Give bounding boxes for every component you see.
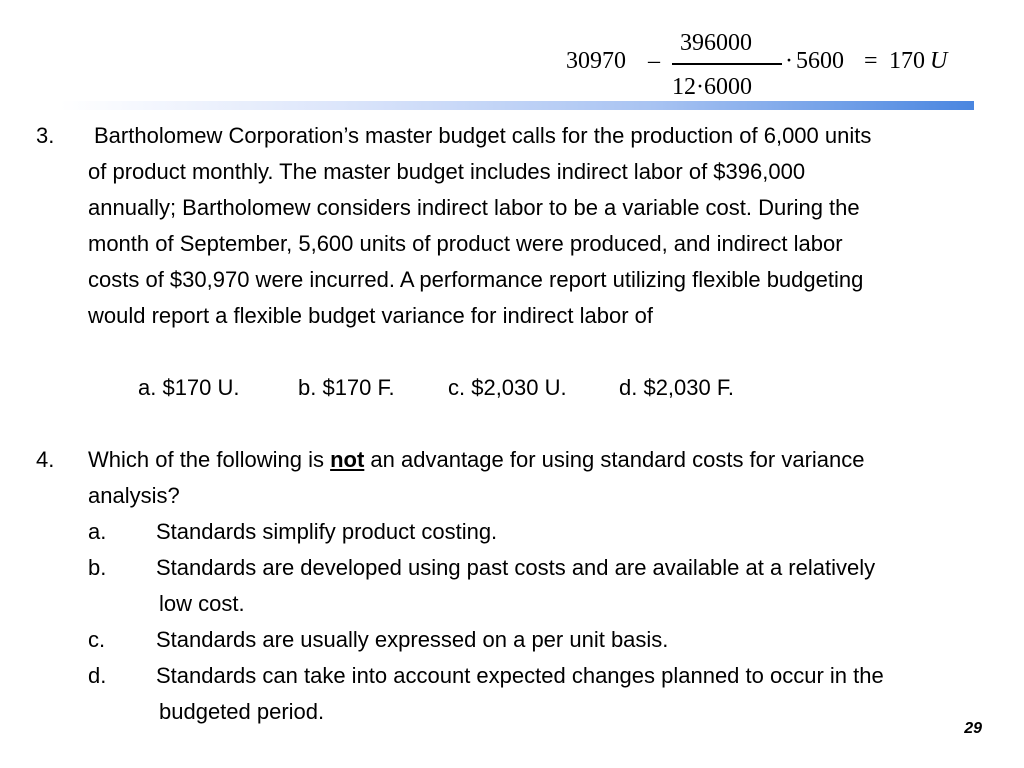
choice-b: b. $170 F. bbox=[298, 375, 395, 400]
formula-minus: – bbox=[648, 48, 660, 74]
question-3-line: would report a flexible budget variance for indirect labor of bbox=[88, 303, 653, 328]
question-3-line: month of September, 5,600 units of product were produced, and indirect labor bbox=[88, 231, 843, 256]
question-4-line bbox=[88, 442, 865, 478]
question-4-text bbox=[88, 442, 865, 514]
option-a-letter: a. bbox=[88, 519, 107, 544]
formula-numerator: 396000 bbox=[680, 30, 752, 56]
formula-denominator: 12·6000 bbox=[672, 74, 752, 100]
title-divider-bar bbox=[60, 101, 974, 110]
formula-result-unit: U bbox=[930, 48, 948, 74]
option-b-letter: b. bbox=[88, 555, 107, 580]
option-c-letter: c. bbox=[88, 627, 106, 652]
choice-d: d. $2,030 F. bbox=[619, 375, 734, 400]
fraction-bar bbox=[672, 63, 782, 65]
question-3-number: 3. bbox=[36, 123, 55, 148]
formula-equals: = bbox=[864, 48, 878, 74]
question-4-line: analysis? bbox=[88, 483, 180, 508]
choice-c: c. $2,030 U. bbox=[448, 375, 567, 400]
question-3-text bbox=[88, 118, 988, 334]
question-4-text-after: an advantage for using standard costs for variance bbox=[364, 447, 865, 472]
option-d-text: Standards can take into account expected changes planned to occur in the bbox=[156, 663, 884, 688]
question-3-line: Bartholomew Corporation’s master budget calls for the production of 6,000 units bbox=[94, 123, 872, 148]
option-b-continuation: low cost. bbox=[159, 591, 245, 616]
question-3-line: of product monthly. The master budget includes indirect labor of $396,000 bbox=[88, 159, 806, 184]
question-3-choices bbox=[138, 370, 734, 406]
option-c-text: Standards are usually expressed on a per unit basis. bbox=[156, 627, 669, 652]
choice-a: a. $170 U. bbox=[138, 375, 240, 400]
question-4-number: 4. bbox=[36, 447, 55, 472]
formula-dot: · bbox=[785, 48, 793, 74]
formula-left-term: 30970 bbox=[566, 48, 626, 74]
slide-number: 29 bbox=[964, 720, 982, 737]
option-a-text: Standards simplify product costing. bbox=[156, 519, 498, 544]
question-4-emphasis: not bbox=[330, 447, 365, 472]
formula-multiplier: 5600 bbox=[796, 48, 844, 74]
option-d-continuation: budgeted period. bbox=[159, 699, 325, 724]
question-3-line: annually; Bartholomew considers indirect labor to be a variable cost. During the bbox=[88, 195, 860, 220]
question-4-text-before: Which of the following is bbox=[88, 447, 331, 472]
question-3-line: costs of $30,970 were incurred. A performance report utilizing flexible budgeting bbox=[88, 267, 864, 292]
formula-result: 170 bbox=[889, 48, 925, 74]
option-d-letter: d. bbox=[88, 663, 107, 688]
option-b-text: Standards are developed using past costs and are available at a relatively bbox=[156, 555, 876, 580]
